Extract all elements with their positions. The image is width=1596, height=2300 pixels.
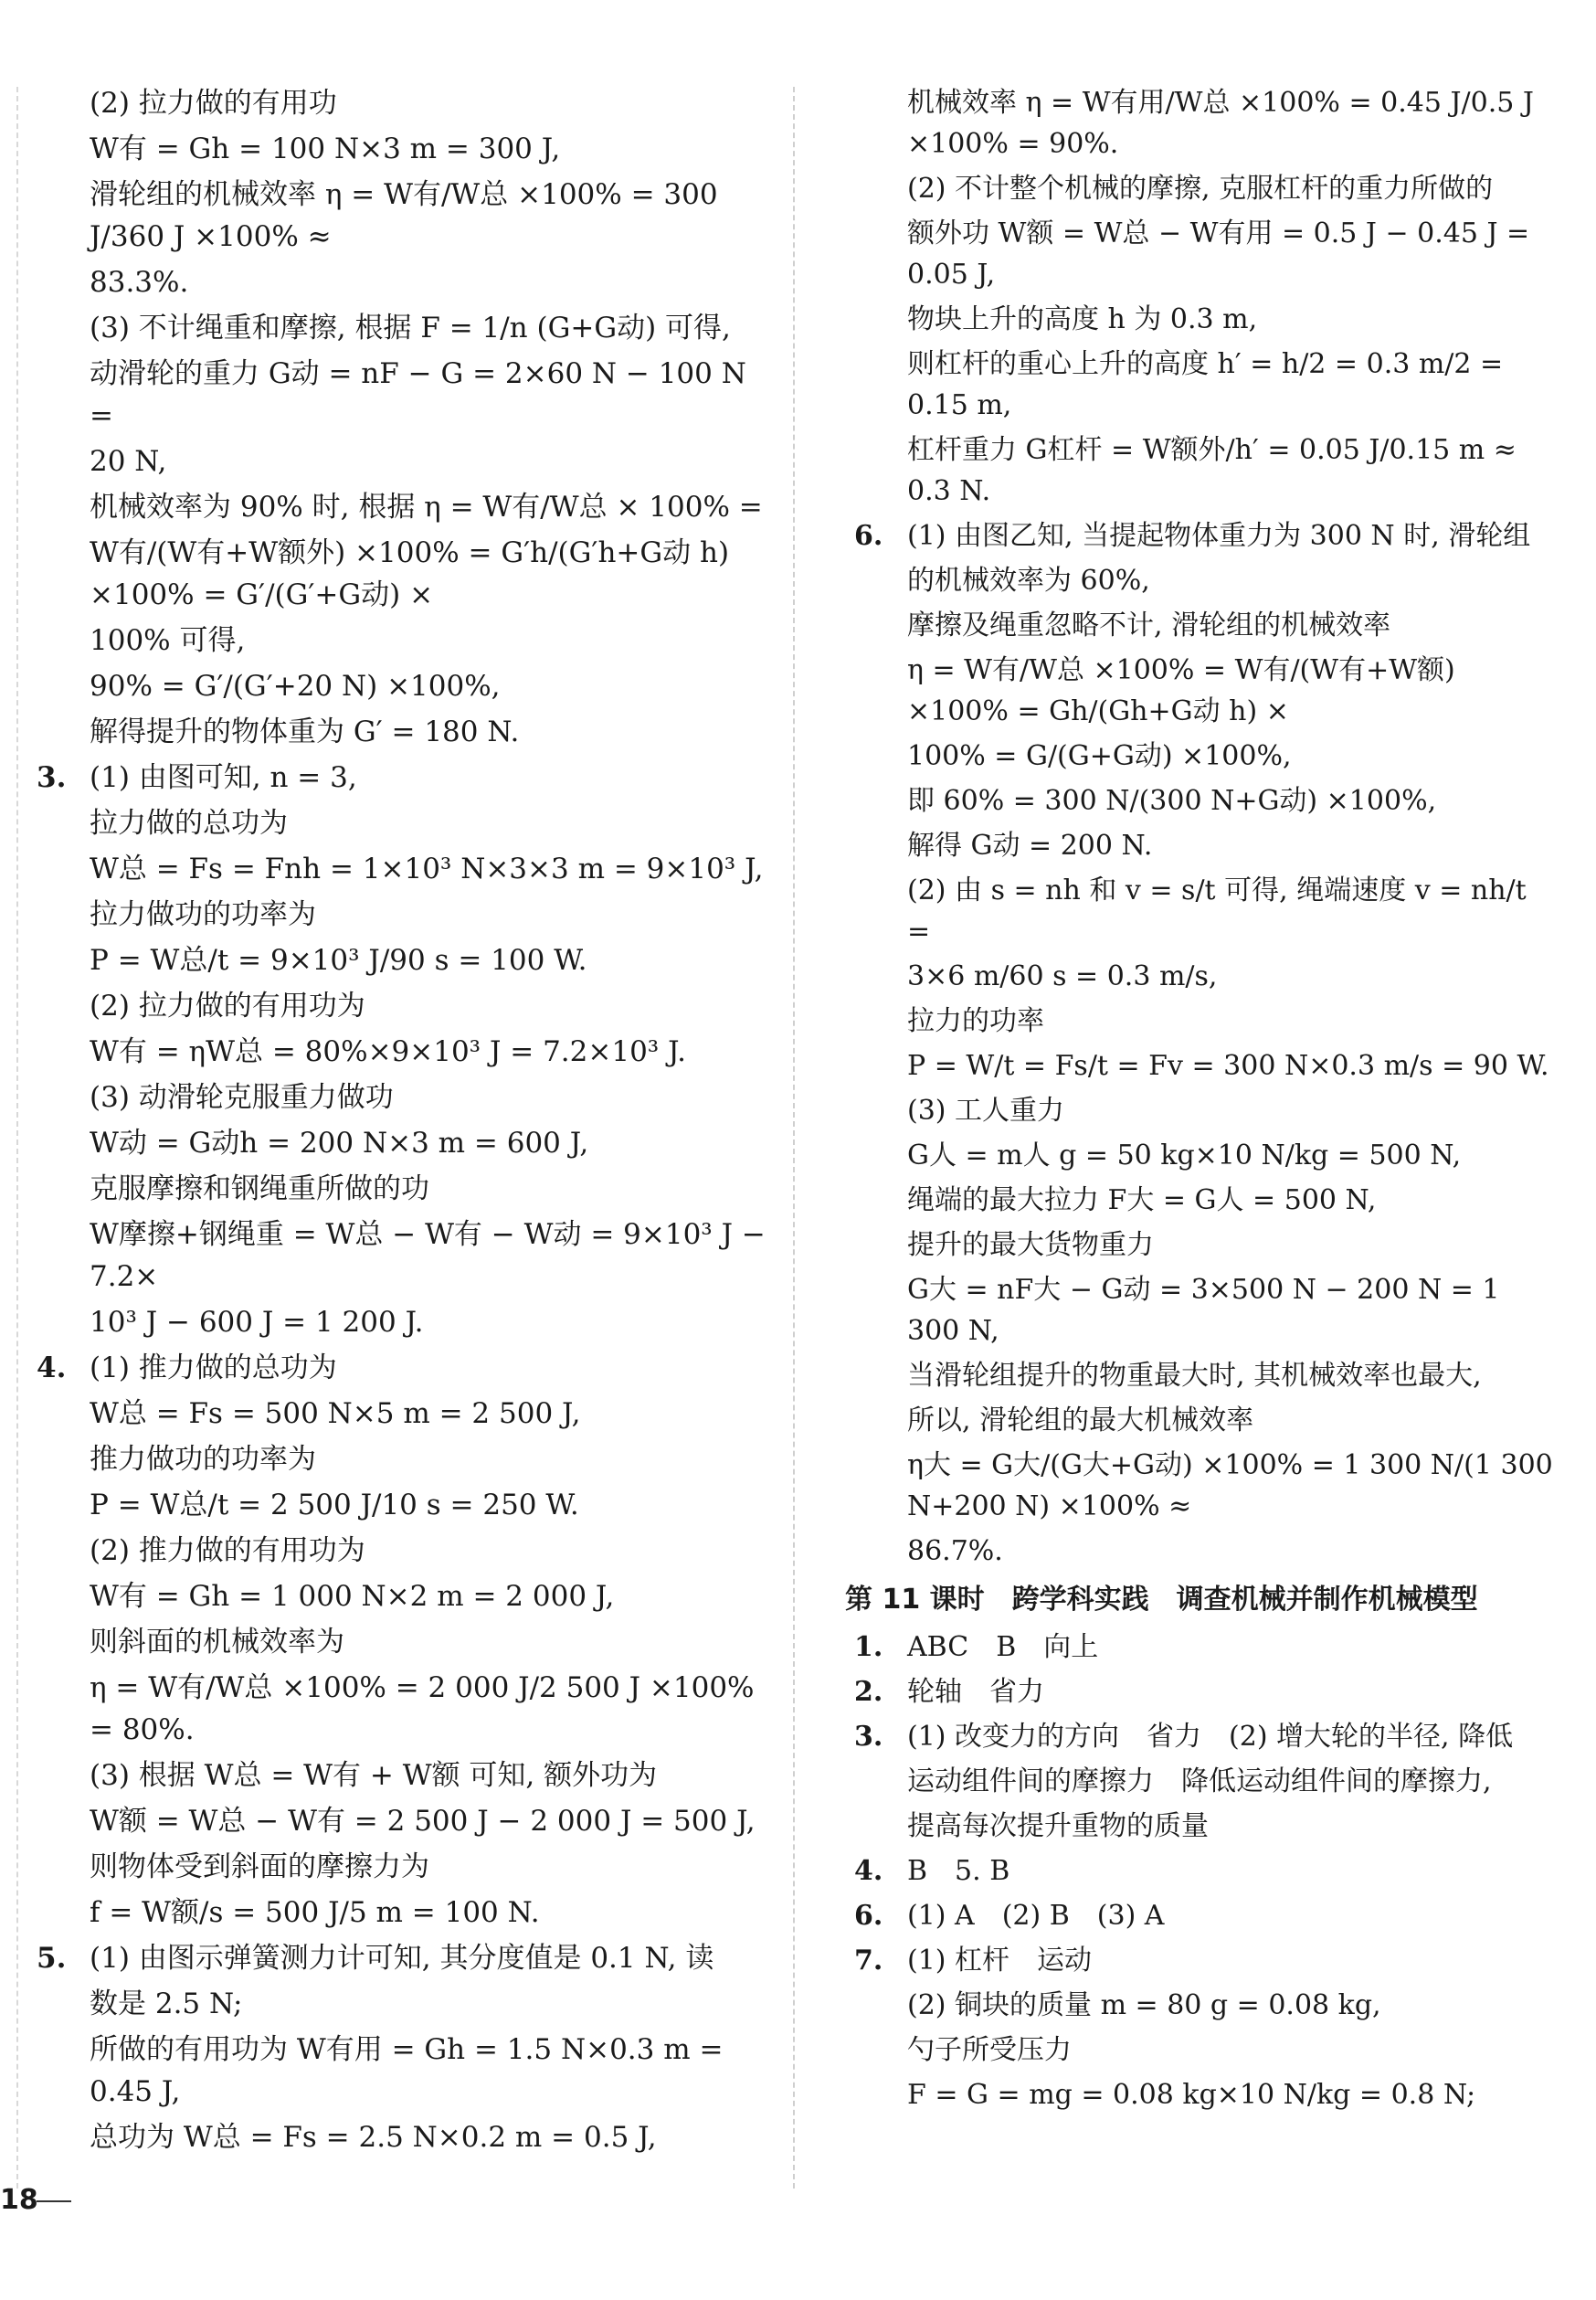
answer-line [37, 1937, 777, 1979]
answer-text: W额 = W总 − W有 = 2 500 J − 2 000 J = 500 J, [90, 1805, 756, 1838]
answer-line [37, 620, 777, 662]
answer-line [854, 168, 1558, 209]
answer-line [854, 1180, 1558, 1221]
answer-text: (2) 不计整个机械的摩擦, 克服杠杆的重力所做的 [907, 173, 1494, 205]
section-answers [854, 1627, 1558, 2115]
answer-text: 86.7%. [907, 1535, 1003, 1567]
answer-text: 拉力做功的功率为 [90, 898, 316, 931]
answer-line [854, 344, 1558, 426]
answer-text: 轮轴 省力 [907, 1676, 1044, 1708]
answer-text: (2) 拉力做的有用功为 [90, 990, 365, 1023]
answer-text: 动滑轮的重力 G动 = nF − G = 2×60 N − 100 N = [90, 357, 756, 432]
answer-line [37, 1301, 777, 1343]
answer-text: 提高每次提升重物的质量 [907, 1810, 1209, 1842]
answer-line [37, 2029, 777, 2113]
answer-line [854, 2074, 1558, 2115]
answer-line [37, 486, 777, 528]
answer-text: 20 N, [90, 445, 167, 478]
answer-text: η大 = G大/(G大+G动) ×100% = 1 300 N/(1 300 N+200 N) ×100% ≈ [907, 1449, 1562, 1522]
answer-line [854, 1355, 1558, 1396]
margin-rule [16, 87, 18, 2189]
answer-line [37, 128, 777, 170]
answer-line [37, 1983, 777, 2025]
answer-text: 克服摩擦和钢绳重所做的功 [90, 1172, 429, 1205]
answer-line [37, 985, 777, 1027]
answer-line [37, 532, 777, 616]
answer-text: W有 = Gh = 100 N×3 m = 300 J, [90, 132, 561, 165]
answer-text: W有/(W有+W额外) ×100% = G′h/(G′h+G动 h) ×100% = G′/(G′+G动) × [90, 536, 738, 611]
answer-line [37, 1031, 777, 1073]
answer-text: 则斜面的机械效率为 [90, 1626, 344, 1659]
answer-line [37, 1168, 777, 1210]
answer-line [37, 174, 777, 258]
answer-line [854, 1445, 1562, 1527]
section-heading: 第 11 课时 跨学科实践 调查机械并制作机械模型 [845, 1584, 1478, 1616]
answer-line [37, 307, 777, 349]
answer-line [37, 1754, 777, 1797]
answer-text: W总 = Fs = 500 N×5 m = 2 500 J, [90, 1397, 581, 1430]
answer-line [854, 299, 1558, 340]
answer-line [37, 440, 777, 482]
answer-text: W有 = ηW总 = 80%×9×10³ J = 7.2×10³ J. [90, 1035, 686, 1068]
answer-text: F = G = mg = 0.08 kg×10 N/kg = 0.8 N; [907, 2079, 1476, 2111]
right-answers [854, 82, 1562, 1572]
answer-text: (2) 拉力做的有用功 [90, 87, 337, 120]
answer-line [37, 757, 777, 799]
answer-line [854, 429, 1558, 512]
answer-text: (3) 工人重力 [907, 1095, 1065, 1127]
answer-text: 绳端的最大拉力 F大 = G人 = 500 N, [907, 1184, 1377, 1216]
answer-text: (1) 推力做的总功为 [90, 1351, 337, 1384]
answer-line [37, 353, 777, 437]
answer-line [37, 1122, 777, 1164]
answer-text: W总 = Fs = Fnh = 1×10³ N×3×3 m = 9×10³ J, [90, 853, 764, 885]
answer-text: G大 = nF大 − G动 = 3×500 N − 200 N = 1 300 N, [907, 1274, 1509, 1347]
answer-line [37, 894, 777, 936]
answer-line [854, 605, 1558, 646]
answer-text: 解得 G动 = 200 N. [907, 830, 1153, 862]
answer-line [854, 956, 1558, 997]
answer-text: 额外功 W额 = W总 − W有用 = 0.5 J − 0.45 J = 0.05 J, [907, 217, 1538, 291]
answer-line [37, 1667, 777, 1751]
answer-line [37, 1621, 777, 1663]
left-column [37, 82, 777, 2162]
answer-line [37, 1530, 777, 1572]
question-number: 4. [37, 1351, 67, 1384]
answer-line [854, 1761, 1558, 1802]
answer-line [37, 1438, 777, 1480]
answer-line [37, 939, 777, 981]
answer-text: (2) 由 s = nh 和 v = s/t 可得, 绳端速度 v = nh/t = [907, 874, 1536, 948]
answer-line [854, 1045, 1558, 1086]
answer-text: (2) 铜块的质量 m = 80 g = 0.08 kg, [907, 1989, 1381, 2021]
answer-text: (1) 改变力的方向 省力 (2) 增大轮的半径, 降低 [907, 1721, 1514, 1753]
answer-text: G人 = m人 g = 50 kg×10 N/kg = 500 N, [907, 1139, 1462, 1171]
question-number: 3. [854, 1721, 883, 1753]
answer-text: (1) 杠杆 运动 [907, 1945, 1093, 1977]
answer-line [37, 261, 777, 303]
answer-text: (3) 根据 W总 = W有 + W额 可知, 额外功为 [90, 1759, 658, 1792]
answer-line [854, 825, 1558, 866]
answer-text: 所以, 滑轮组的最大机械效率 [907, 1404, 1254, 1436]
answer-line [854, 1090, 1558, 1131]
answer-line [37, 848, 777, 890]
answer-line [37, 1347, 777, 1389]
right-column [845, 82, 1562, 2119]
answer-line [854, 1806, 1558, 1847]
answer-line [854, 650, 1558, 732]
answer-text: 100% = G/(G+G动) ×100%, [907, 740, 1292, 772]
answer-text: 推力做功的功率为 [90, 1443, 316, 1476]
answer-line [37, 1393, 777, 1435]
answer-line [854, 1400, 1558, 1441]
answer-text: ABC B 向上 [907, 1631, 1099, 1663]
answer-line [854, 1895, 1558, 1936]
answer-line [37, 2116, 777, 2158]
answer-text: η = W有/W总 ×100% = W有/(W有+W额) ×100% = Gh/(Gh+G动 h) × [907, 654, 1464, 727]
answer-text: 83.3%. [90, 266, 189, 299]
answer-text: P = W/t = Fs/t = Fv = 300 N×0.3 m/s = 90 W. [907, 1050, 1549, 1082]
answer-text: 90% = G′/(G′+20 N) ×100%, [90, 670, 501, 703]
answer-text: (1) 由图示弹簧测力计可知, 其分度值是 0.1 N, 读 [90, 1942, 714, 1975]
answer-line [37, 1214, 777, 1298]
answer-line [37, 1575, 777, 1617]
answer-line [854, 1940, 1558, 1981]
answer-text: 勺子所受压力 [907, 2034, 1072, 2066]
answer-text: 即 60% = 300 N/(300 N+G动) ×100%, [907, 785, 1437, 817]
answer-text: P = W总/t = 2 500 J/10 s = 250 W. [90, 1489, 579, 1521]
question-number: 6. [854, 1900, 883, 1932]
page-number: 18 [0, 2184, 38, 2216]
answer-line [854, 780, 1558, 821]
answer-text: 提升的最大货物重力 [907, 1229, 1154, 1261]
answer-line [37, 1846, 777, 1888]
answer-text: 总功为 W总 = Fs = 2.5 N×0.2 m = 0.5 J, [90, 2121, 657, 2154]
answer-text: (1) 由图可知, n = 3, [90, 761, 357, 794]
answer-text: 运动组件间的摩擦力 降低运动组件间的摩擦力, [907, 1765, 1492, 1797]
answer-line [854, 1671, 1558, 1712]
answer-text: 摩擦及绳重忽略不计, 滑轮组的机械效率 [907, 609, 1391, 641]
answer-text: P = W总/t = 9×10³ J/90 s = 100 W. [90, 944, 587, 977]
answer-line [854, 1985, 1558, 2026]
answer-line [37, 1892, 777, 1934]
answer-line [854, 870, 1558, 952]
answer-text: W有 = Gh = 1 000 N×2 m = 2 000 J, [90, 1580, 615, 1613]
question-number: 3. [37, 761, 67, 794]
question-number: 2. [854, 1676, 883, 1708]
answer-text: 10³ J − 600 J = 1 200 J. [90, 1306, 424, 1339]
answer-text: (3) 不计绳重和摩擦, 根据 F = 1/n (G+G动) 可得, [90, 312, 731, 344]
answer-text: 拉力做的总功为 [90, 807, 288, 840]
answer-text: (1) 由图乙知, 当提起物体重力为 300 N 时, 滑轮组 [907, 520, 1531, 552]
answer-text: W摩擦+钢绳重 = W总 − W有 − W动 = 9×10³ J − 7.2× [90, 1218, 775, 1293]
question-number: 5. [37, 1942, 67, 1975]
answer-text: 解得提升的物体重为 G′ = 180 N. [90, 715, 520, 748]
answer-text: 所做的有用功为 W有用 = Gh = 1.5 N×0.3 m = 0.45 J, [90, 2033, 733, 2108]
answer-line [854, 1001, 1558, 1042]
answer-text: (3) 动滑轮克服重力做功 [90, 1081, 394, 1114]
answer-text: 杠杆重力 G杠杆 = W额外/h′ = 0.05 J/0.15 m ≈ 0.3 N. [907, 434, 1526, 507]
answer-text: (1) A (2) B (3) A [907, 1900, 1165, 1932]
answer-line [854, 515, 1558, 556]
answer-text: η = W有/W总 ×100% = 2 000 J/2 500 J ×100% = 80%. [90, 1671, 764, 1746]
question-number: 6. [854, 520, 883, 552]
footer-dash [37, 2200, 71, 2202]
answer-line [854, 736, 1558, 777]
answer-line [854, 1850, 1558, 1892]
answer-text: (2) 推力做的有用功为 [90, 1534, 365, 1567]
answer-text: 物块上升的高度 h 为 0.3 m, [907, 303, 1258, 335]
answer-text: 则物体受到斜面的摩擦力为 [90, 1850, 429, 1883]
answer-text: 3×6 m/60 s = 0.3 m/s, [907, 960, 1218, 992]
answer-line [854, 1627, 1558, 1668]
answer-line [37, 802, 777, 844]
answer-line [854, 1269, 1558, 1351]
answer-line [37, 1076, 777, 1118]
answer-line [37, 1484, 777, 1526]
answer-text: 的机械效率为 60%, [907, 565, 1150, 597]
answer-text: W动 = G动h = 200 N×3 m = 600 J, [90, 1127, 589, 1160]
answer-line [37, 82, 777, 124]
answer-line [854, 1716, 1558, 1757]
answer-line [854, 2030, 1558, 2071]
answer-text: 则杠杆的重心上升的高度 h′ = h/2 = 0.3 m/2 = 0.15 m, [907, 348, 1512, 421]
answer-line [854, 1531, 1558, 1572]
answer-text: 机械效率 η = W有用/W总 ×100% = 0.45 J/0.5 J ×100% = 90%. [907, 87, 1543, 160]
answer-line [854, 560, 1558, 601]
answer-text: B 5. B [907, 1855, 1010, 1887]
answer-text: f = W额/s = 500 J/5 m = 100 N. [90, 1896, 540, 1929]
answer-line [37, 1800, 777, 1842]
answer-text: 数是 2.5 N; [90, 1987, 243, 2020]
answer-text: 当滑轮组提升的物重最大时, 其机械效率也最大, [907, 1360, 1482, 1392]
answer-text: 100% 可得, [90, 624, 246, 657]
question-number: 7. [854, 1945, 883, 1977]
answer-line [854, 213, 1558, 295]
answer-text: 滑轮组的机械效率 η = W有/W总 ×100% = 300 J/360 J ×100% ≈ [90, 178, 727, 253]
column-divider [793, 87, 795, 2189]
answer-text: 拉力的功率 [907, 1005, 1044, 1037]
answer-line [854, 1224, 1558, 1266]
question-number: 4. [854, 1855, 883, 1887]
answer-text: 机械效率为 90% 时, 根据 η = W有/W总 × 100% = [90, 491, 763, 524]
question-number: 1. [854, 1631, 883, 1663]
answer-line [37, 711, 777, 753]
answer-line [854, 82, 1558, 164]
answer-line [37, 665, 777, 707]
answer-line [854, 1135, 1558, 1176]
